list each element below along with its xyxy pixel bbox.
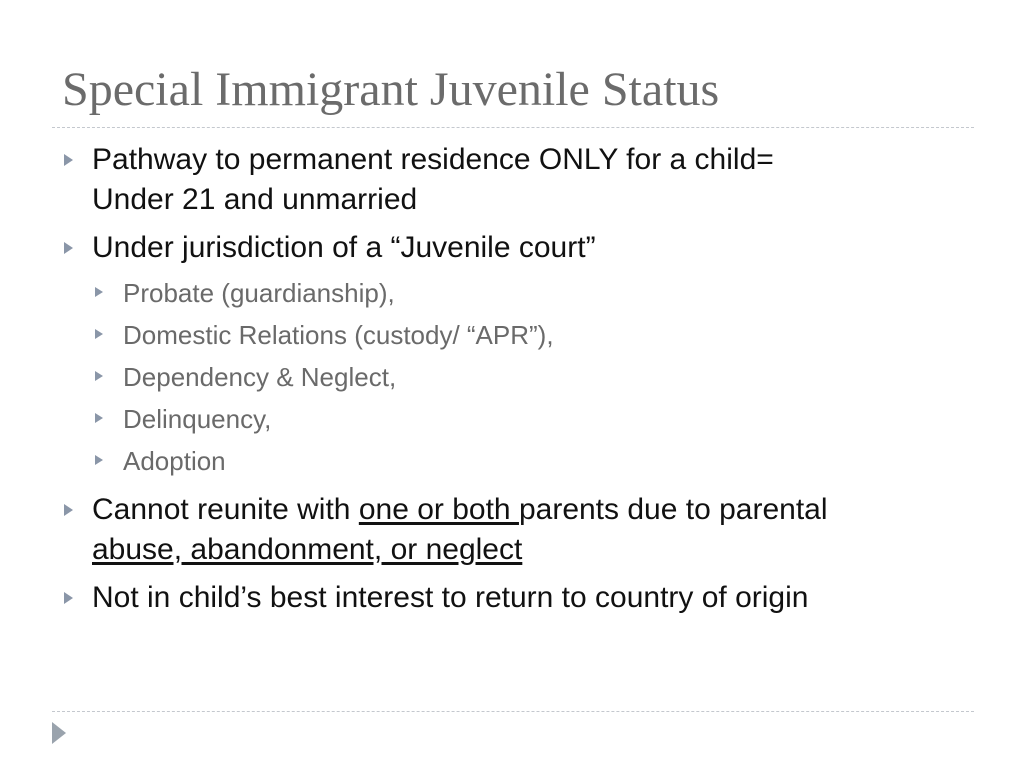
next-slide-icon[interactable] <box>52 722 66 744</box>
bullet-item-best-interest <box>62 578 962 618</box>
underlined-text: one or both <box>358 493 519 526</box>
triangle-bullet-icon <box>64 504 73 516</box>
bullet-list <box>62 140 962 626</box>
triangle-bullet-icon <box>95 329 103 339</box>
bullet-text: parents due to parental <box>518 493 828 526</box>
subbullet-text: Adoption <box>123 446 226 476</box>
triangle-bullet-icon <box>64 592 73 604</box>
triangle-bullet-icon <box>95 413 103 423</box>
triangle-bullet-icon <box>95 371 103 381</box>
subbullet-item-dependency <box>92 356 962 398</box>
subbullet-item-adoption <box>92 440 962 482</box>
court-sublist <box>92 272 962 482</box>
triangle-bullet-icon <box>64 242 73 254</box>
subbullet-text: Probate (guardianship), <box>123 278 395 308</box>
bullet-text: Under jurisdiction of a “Juvenile court” <box>92 231 596 264</box>
bullet-item-cannot-reunite <box>62 490 962 570</box>
underlined-text: abuse, abandonment, or neglect <box>92 533 523 566</box>
subbullet-item-delinquency <box>92 398 962 440</box>
title-divider <box>52 127 974 128</box>
subbullet-text: Domestic Relations (custody/ “APR”), <box>123 320 554 350</box>
triangle-bullet-icon <box>95 287 103 297</box>
bullet-item-pathway <box>62 140 962 220</box>
subbullet-item-domestic-relations <box>92 314 962 356</box>
bullet-text: Cannot reunite with <box>92 493 359 526</box>
triangle-bullet-icon <box>64 154 73 166</box>
bullet-item-jurisdiction <box>62 228 962 482</box>
bullet-text: Under 21 and unmarried <box>92 183 418 216</box>
triangle-bullet-icon <box>95 455 103 465</box>
slide-title: Special Immigrant Juvenile Status <box>62 63 720 116</box>
footer-divider <box>52 711 974 712</box>
subbullet-item-probate <box>92 272 962 314</box>
bullet-text: Not in child’s best interest to return to country of origin <box>92 581 809 614</box>
subbullet-text: Dependency & Neglect, <box>123 362 397 392</box>
subbullet-text: Delinquency, <box>123 404 272 434</box>
bullet-text: Pathway to permanent residence ONLY for a child= <box>92 143 774 176</box>
